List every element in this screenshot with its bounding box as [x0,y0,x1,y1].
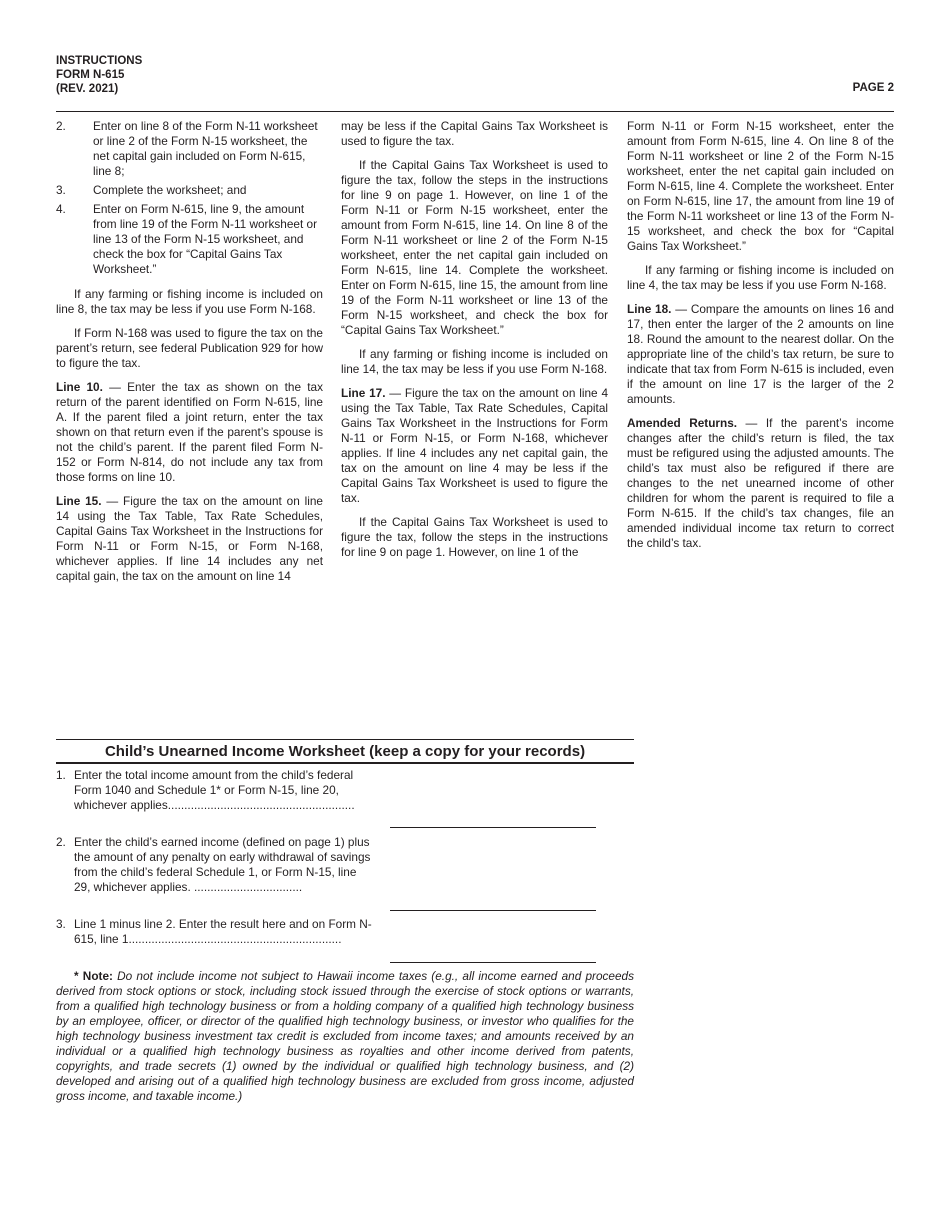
line-10-paragraph [56,380,323,485]
line-15-text: — Figure the tax on the amount on line 14 using the Tax Table, Tax Rate Schedules, Capital Gains Tax Worksheet in the Instructions for Form N-11 or Form N-15, or Form N-168, whichever applies. If line 14 includes any net capital gain, the tax on the amount on line 14 [56,494,323,583]
line-18-label: Line 18. [627,302,672,316]
paragraph: If any farming or fishing income is included on line 4, the tax may be less if you use Form N-168. [627,263,894,292]
list-item [56,202,323,277]
paragraph: may be less if the Capital Gains Tax Worksheet is used to figure the tax. [341,119,608,148]
line-18-text: — Compare the amounts on lines 16 and 17, then enter the larger of the 2 amounts on line 18. Round the amount to the nearest dollar. On the appropriate line of the child’s tax return, be sure to indicate that tax from Form N-615 is included, even if the amount on line 17 is the larger of the 2 amounts. [627,302,894,406]
worksheet-line-3 [56,917,374,947]
line-18-paragraph [627,302,894,407]
worksheet-line-number: 2. [56,835,66,849]
worksheet-line-number: 1. [56,768,66,782]
paragraph: If the Capital Gains Tax Worksheet is used to figure the tax, follow the steps in the instructions for line 9 on page 1. However, on line 1 of the [341,515,608,559]
form-header [56,54,142,96]
line-17-label: Line 17. [341,386,386,400]
list-text: Complete the worksheet; and [93,183,247,197]
column-3 [627,119,894,560]
worksheet-line-2-answer[interactable] [390,910,596,911]
paragraph: If any farming or fishing income is included on line 14, the tax may be less if you use Form N-168. [341,347,608,376]
list-number: 2. [56,119,66,133]
list-text: Enter on Form N-615, line 9, the amount from line 19 of the Form N-11 worksheet or line 13 of the Form N-15 worksheet, and check the box for “Capital Gains Tax Worksheet.” [93,202,318,276]
paragraph: If any farming or fishing income is included on line 8, the tax may be less if you use Form N-168. [56,287,323,316]
line-10-text: — Enter the tax as shown on the tax return of the parent identified on Form N-615, line A. If the parent filed a joint return, enter the tax shown on that return even if the parent’s spouse is not the child’s parent. If the parent filed Form N-152 or Form N-814, do not include any tax from those forms on line 10. [56,380,323,484]
note-label: * Note: [74,969,113,983]
line-17-text: — Figure the tax on the amount on line 4 using the Tax Table, Tax Rate Schedules, Capital Gains Tax Worksheet in the Instructions for Form N-11 or Form N-15, or Form N-168, whichever applies. If line 4 includes any net capital gain, the tax on the amount on line 4 may be less if the Capital Gains Tax Worksheet is used to figure the tax. [341,386,609,505]
list-number: 4. [56,202,66,216]
list-item [56,119,323,179]
page-number: PAGE 2 [852,82,894,94]
paragraph: If Form N-168 was used to figure the tax on the parent’s return, see federal Publication 929 for how to figure the tax. [56,326,323,370]
worksheet-line-2 [56,835,374,895]
worksheet-line-3-answer[interactable] [390,962,596,963]
worksheet-line-text: Line 1 minus line 2. Enter the result here and on Form N-615, line 1................................................................. [74,917,372,946]
worksheet-title: Child’s Unearned Income Worksheet (keep a copy for your records) [56,739,634,764]
worksheet-line-number: 3. [56,917,66,931]
amended-returns-text: — If the parent’s income changes after the child’s return is filed, the tax must be refigured using the adjusted amounts. The child’s tax must also be refigured if there are changes to the net unearned income of other children for whom the parent is required to file a Form N-615. If the child’s tax changes, file an amended individual income tax return to correct the child’s tax. [627,416,894,550]
worksheet-line-text: Enter the child’s earned income (defined on page 1) plus the amount of any penalty on early withdrawal of savings from the child’s federal Schedule 1, or Form N-15, line 29, whichever applies. ................................. [74,835,371,894]
paragraph: Form N-11 or Form N-15 worksheet, enter the amount from Form N-615, line 4. On line 8 of the Form N-11 worksheet or line 2 of the Form N-15 worksheet, enter the net capital gain included on Form N-615, line 4. Complete the worksheet. Enter on Form N-615, line 17, the amount from line 19 of the Form N-11 worksheet or line 13 of the Form N-15 worksheet, and check the box for “Capital Gains Tax Worksheet.” [627,119,894,253]
paragraph: If the Capital Gains Tax Worksheet is used to figure the tax, follow the steps in the instructions for line 9 on page 1. However, on line 1 of the Form N-11 or Form N-15 worksheet, enter the amount from Form N-615, line 14. On line 8 of the Form N-11 worksheet or line 2 of the Form N-15 worksheet, enter the net capital gain included on Form N-615, line 14. Complete the worksheet. Enter on Form N-615, line 15, the amount from line 19 of the Form N-11 worksheet or line 13 of the Form N-15 worksheet, and check the box for “Capital Gains Tax Worksheet.” [341,158,608,337]
amended-returns-paragraph [627,416,894,551]
worksheet-line-1 [56,768,374,813]
note-text: Do not include income not subject to Hawaii income taxes (e.g., all income earned and proceeds derived from stock options or stock, including stock issued through the exercise of stock options or warrants, from a qualified high technology business or from a holding company of a qualified high technology business by an employee, officer, or director of the qualified high technology business, or investor who qualifies for the high technology business investment tax credit is excluded from income taxes; and amounts received by an individual or a qualified high technology business as royalties and other income derived from patents, copyrights, and trade secrets (1) owned by the individual or qualified high technology business, and (2) developed and arising out of a qualified high technology business are excluded from gross income, adjusted gross income, and taxable income.) [56,969,634,1103]
line-15-paragraph [56,494,323,584]
list-number: 3. [56,183,66,197]
worksheet-line-text: Enter the total income amount from the child’s federal Form 1040 and Schedule 1* or Form N-15, line 20, whichever applies......................................................... [74,768,355,812]
amended-returns-label: Amended Returns. [627,416,738,430]
list-item [56,183,323,198]
header-instructions: INSTRUCTIONS [56,55,143,67]
unearned-income-worksheet [56,739,634,946]
worksheet-line-1-answer[interactable] [390,827,596,828]
header-rule [56,111,894,112]
line-10-label: Line 10. [56,380,103,394]
header-revision: (REV. 2021) [56,83,119,95]
header-form-number: FORM N-615 [56,69,125,81]
line-15-label: Line 15. [56,494,102,508]
column-2 [341,119,608,569]
worksheet-note [56,969,634,1104]
list-text: Enter on line 8 of the Form N-11 worksheet or line 2 of the Form N-15 worksheet, the net capital gain included on Form N-615, line 8; [93,119,318,178]
line-17-paragraph [341,386,608,506]
column-1 [56,119,323,593]
